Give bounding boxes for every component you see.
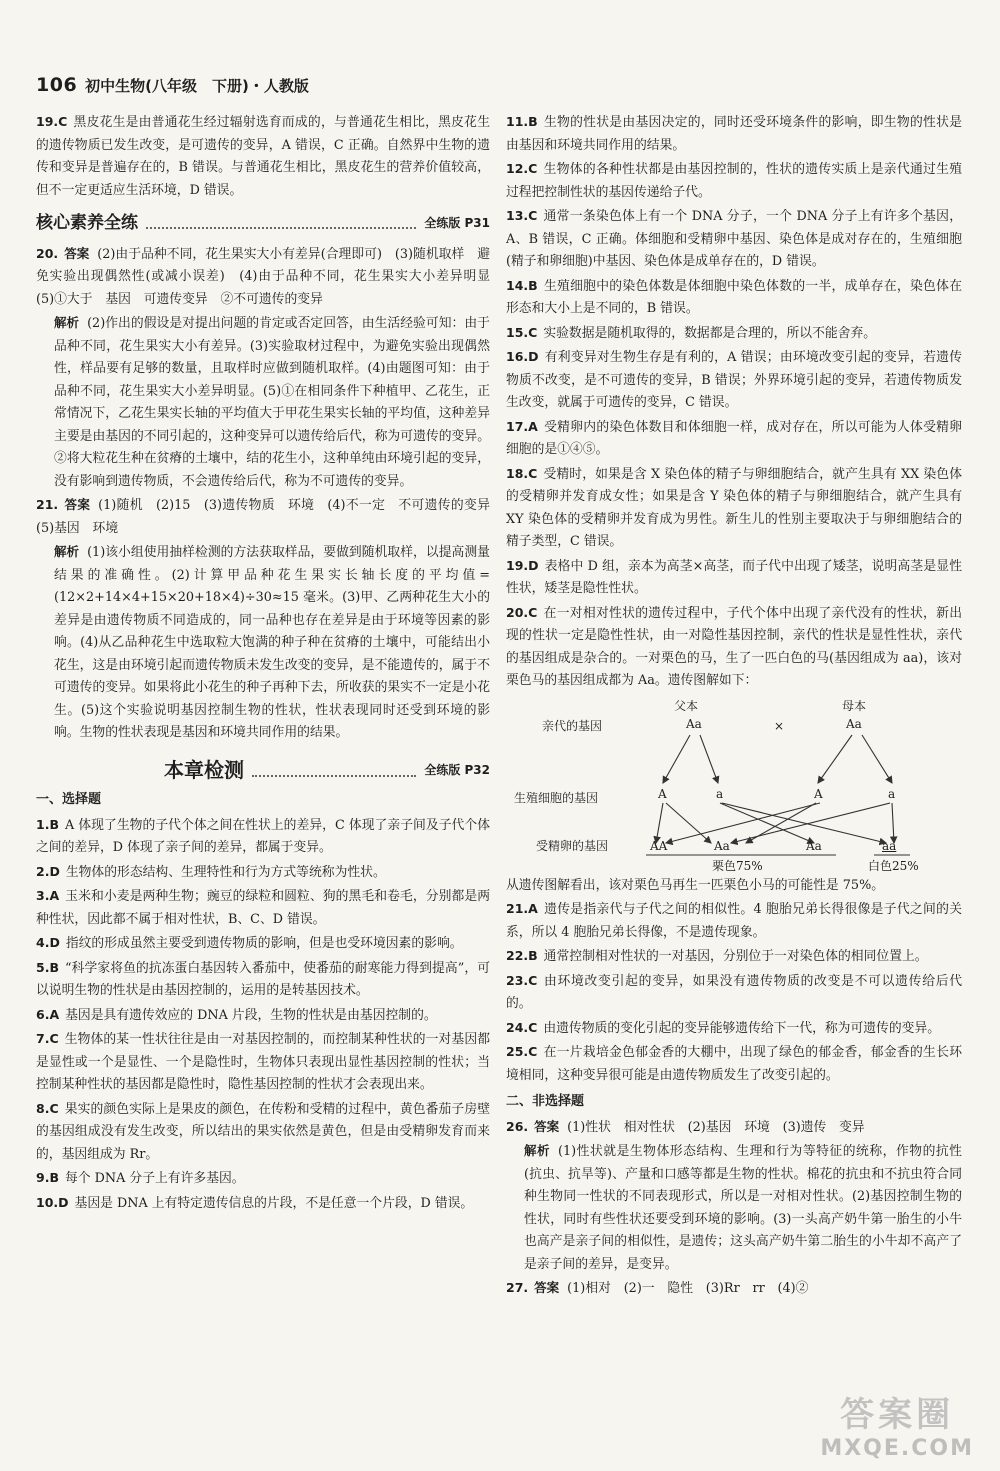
- item-number: 5.B: [36, 959, 59, 975]
- item-text: 指纹的形成虽然主要受到遗传物质的影响，但是也受环境因素的影响。: [65, 936, 463, 951]
- item-text: 由遗传物质的变化引起的变异能够遗传给下一代，称为可遗传的变异。: [543, 1020, 941, 1036]
- list-item: [36, 1004, 490, 1028]
- list-item: [506, 111, 962, 157]
- answer-tag: 答案: [534, 1118, 560, 1134]
- chapter-test-header: [36, 759, 490, 782]
- list-item: [36, 1167, 490, 1191]
- chestnut-ratio: 栗色75%: [712, 858, 763, 873]
- item-text: 遗传是指亲代与子代之间的相似性。4 胞胎兄弟长得很像是子代之间的关系，所以 4 胞胎兄弟长得像，不是遗传现象。: [506, 902, 962, 940]
- right-column: [506, 111, 962, 1302]
- line-father-A: [663, 735, 690, 783]
- list-item: [506, 322, 962, 346]
- left-column: [36, 111, 503, 1216]
- analysis-text: (1)性状就是生物体形态结构、生理和行为等特征的统称，作物的抗性(抗虫、抗旱等)、产量和口感等都是生物的性状。棉花的抗虫和不抗虫符合同种生物同一性状的不同表现形式，所以是一对相对性状。(2)基因控制生物的性状，同时有些性状还要受到环境的影响。(3)一头高产奶牛第一胎生的小牛也高产是亲子间的相似性，是遗传；这头高产奶牛第二胎生的小牛却不高产了是亲子间的差异，是变异。: [524, 1144, 962, 1272]
- item-text: 通常控制相对性状的一对基因，分别位于一对染色体的相同位置上。: [543, 949, 928, 964]
- analysis-tag: 解析: [524, 1143, 551, 1158]
- item-text: 黑皮花生是由普通花生经过辐射选育而成的，与普通花生相比，黑皮花生的遗传物质已发生改变，是可遗传的变异，A 错误，C 正确。自然界中生物的遗传和变异是普遍存在的，B 错误。与普通花生相比，黑皮花生的营养价值较高，但不一定更适应生活环境，D 错误。: [36, 115, 490, 198]
- list-item: [36, 1028, 490, 1097]
- item-number: 24.C: [506, 1019, 538, 1035]
- item-number: 18.C: [506, 465, 538, 481]
- list-item: [506, 275, 962, 321]
- father-label: 父本: [674, 698, 699, 713]
- answer-text: (1)相对 (2)一 隐性 (3)Rr rr (4)②: [567, 1281, 809, 1296]
- q26-answer: [506, 1116, 962, 1140]
- item-number: 15.C: [506, 324, 538, 340]
- watermark-line1: 答案圈: [840, 1395, 955, 1435]
- line-a-Aa: [720, 803, 814, 843]
- item-number: 21.A: [506, 901, 538, 916]
- right-answer-list-a: [506, 111, 962, 693]
- list-item: [506, 1017, 962, 1041]
- list-item: [36, 932, 490, 956]
- item-number: 17.A: [506, 418, 538, 434]
- item-number: 14.B: [506, 277, 538, 293]
- list-item: [36, 861, 490, 885]
- line-a-aa: [722, 803, 886, 843]
- item-number: 9.B: [36, 1170, 59, 1185]
- row-label-gamete: 生殖细胞的基因: [514, 790, 599, 805]
- list-item: [506, 602, 962, 693]
- item-text: 实验数据是随机取得的，数据都是合理的，所以不能舍弃。: [543, 325, 877, 341]
- item-number: 6.A: [36, 1006, 60, 1022]
- list-item: [506, 346, 962, 415]
- list-item: [36, 1098, 490, 1167]
- list-item: [506, 416, 962, 462]
- line-mother-A: [818, 735, 852, 783]
- zygote: aa: [882, 838, 897, 853]
- right-answer-list-b: [506, 898, 962, 1087]
- item-number: 19.C: [36, 114, 68, 129]
- white-ratio: 白色25%: [868, 858, 919, 873]
- item-number: 21.: [36, 497, 59, 512]
- item-text: 通常一条染色体上有一个 DNA 分子，一个 DNA 分子上有许多个基因，A、B 错误，C 正确。体细胞和受精卵中基因、染色体是成对存在的，生殖细胞(精子和卵细胞)中基因、染色体是成单存在的，D 错误。: [506, 209, 962, 269]
- mother-label: 母本: [842, 698, 867, 713]
- item-text: 每个 DNA 分子上有许多基因。: [64, 1171, 245, 1186]
- item-text: 受精时，如果是含 X 染色体的精子与卵细胞结合，就产生具有 XX 染色体的受精卵并发育成女性；如果是含 Y 染色体的精子与卵细胞结合，就产生具有 XY 染色体的受精卵并发育成为男性。新生儿的性别主要取决于与卵细胞结合的精子类型，C 错误。: [506, 466, 962, 549]
- father-gene: Aa: [686, 716, 702, 731]
- dotted-leader: [146, 217, 416, 229]
- genetic-cross-diagram: [506, 695, 962, 875]
- gamete: a: [888, 786, 896, 801]
- item-text: 玉米和小麦是两种生物；豌豆的绿粒和圆粒、狗的黑毛和卷毛，分别都是两种性状，因此都不属于相对性状，B、C、D 错误。: [36, 889, 490, 927]
- answer-tag: 答案: [64, 245, 90, 261]
- after-diagram-text: 从遗传图解看出，该对栗色马再生一匹栗色小马的可能性是 75%。: [506, 877, 885, 893]
- page-number: 106: [36, 74, 78, 96]
- item-text: 生物体的某一性状往往是由一对基因控制的，而控制某种性状的一对基因都是显性或一个是显性、一个是隐性时，生物体只表现出显性基因控制的性状；当控制某种性状的基因都是隐性时，隐性基因控制的性状才会表现出来。: [36, 1032, 490, 1092]
- section-ref: 全练版 P31: [424, 216, 490, 230]
- item-text: “科学家将鱼的抗冻蛋白基因转入番茄中，使番茄的耐寒能力得到提高”，可以说明生物的性状是由基因控制的，运用的是转基因技术。: [36, 960, 490, 998]
- list-item: [506, 1041, 962, 1087]
- item-text: 在一对相对性状的遗传过程中，子代个体中出现了亲代没有的性状，新出现的性状一定是隐性性状，由一对隐性基因控制，亲代的性状是显性性状，亲代的基因组成是杂合的。一对栗色的马，生了一匹白色的马(基因组成为 aa)，该对栗色马的基因组成都为 Aa。遗传图解如下：: [506, 605, 962, 688]
- item-text: 基因是具有遗传效应的 DNA 片段，生物的性状是由基因控制的。: [65, 1007, 437, 1023]
- list-item: [36, 957, 490, 1003]
- item-text: 生物的性状是由基因决定的，同时还受环境条件的影响，即生物的性状是由基因和环境共同作用的结果。: [506, 115, 962, 153]
- q27-answer: [506, 1277, 962, 1301]
- list-item: [506, 555, 962, 601]
- q20-analysis: [36, 312, 490, 493]
- item-number: 16.D: [506, 349, 539, 364]
- list-item: [506, 970, 962, 1016]
- item-text: 生物体的各种性状都是由基因控制的，性状的遗传实质上是亲代通过生殖过程把控制性状的基因传递给子代。: [506, 162, 962, 200]
- item-number: 11.B: [506, 114, 538, 129]
- dotted-leader: [252, 763, 416, 777]
- item-number: 25.C: [506, 1044, 538, 1059]
- list-item: [36, 814, 490, 860]
- list-item: [506, 945, 962, 969]
- item-number: 23.C: [506, 972, 538, 988]
- q21-answer: [36, 494, 503, 540]
- item-number: 19.D: [506, 557, 539, 573]
- part2-title: 二、非选择题: [506, 1094, 585, 1109]
- list-item: [36, 885, 490, 931]
- item-number: 20.C: [506, 604, 538, 620]
- item-text: 果实的颜色实际上是果皮的颜色，在传粉和受精的过程中，黄色番茄子房壁的基因组成没有发生改变，所以结出的果实依然是黄色，但是由受精卵发育而来的，基因组成为 Rr。: [36, 1101, 490, 1162]
- answer-text: (2)由于品种不同，花生果实大小有差异(合理即可) (3)随机取样 避免实验出现偶然性(或减小误差) (4)由于品种不同，花生果实大小差异明显 (5)①大于 基因 可遗传变异 ②不可遗传的变异: [36, 246, 503, 307]
- item-text: 有利变异对生物生存是有利的，A 错误；由环境改变引起的变异，若遗传物质不改变，是不可遗传的变异，B 错误；外界环境引起的变异，若遗传物质发生改变，就属于可遗传的变异，C 错误。: [506, 350, 962, 410]
- item-number: 27.: [506, 1280, 529, 1295]
- q21-analysis: [36, 541, 490, 745]
- list-item: [36, 1192, 490, 1216]
- zygote: Aa: [806, 838, 822, 853]
- answer-tag: 答案: [64, 497, 91, 512]
- item-number: 2.D: [36, 863, 60, 879]
- item-text: 基因是 DNA 上有特定遗传信息的片段，不是任意一个片段，D 错误。: [74, 1195, 474, 1211]
- gamete: a: [716, 786, 724, 801]
- item-text: 受精卵内的染色体数目和体细胞一样，成对存在，所以可能为人体受精卵细胞的是①④⑤。: [506, 419, 962, 457]
- analysis-tag: 解析: [54, 315, 80, 330]
- zygote: AA: [650, 838, 668, 853]
- row-label-zygote: 受精卵的基因: [536, 838, 609, 853]
- gamete: A: [658, 786, 667, 801]
- chapter-ref: 全练版 P32: [424, 762, 490, 777]
- section-title: 核心素养全练: [36, 213, 138, 233]
- item-number: 7.C: [36, 1031, 59, 1046]
- q20-answer: [36, 243, 503, 312]
- analysis-text: (1)该小组使用抽样检测的方法获取样品，要做到随机取样，以提高测量结果的准确性。(2)计算甲品种花生果实长轴长度的平均值=(12×2+14×4+15×20+18×4)÷30≈15 毫米。(3)甲、乙两种花生大小的差异是由遗传物质不同造成的，同一品种也存在差异是由于环境等因素的影响。(4)从乙品种花生中选取粒大饱满的种子种在贫瘠的土壤中，可能结出小花生，这是由环境引起而遗传物质未发生改变的变异，是不能遗传的，属于不可遗传的变异。如果将此小花生的种子再种下去，所收获的果实不一定是小花生。(5)这个实验说明基因控制生物的性状，性状表现同时还受到环境的影响。生物的性状表现是基因和环境共同作用的结果。: [54, 545, 490, 740]
- list-item: [506, 463, 962, 554]
- line-father-a: [700, 735, 718, 783]
- mother-gene: Aa: [846, 716, 862, 731]
- watermark-line2: MXQE.COM: [820, 1436, 974, 1461]
- item-number: 4.D: [36, 935, 60, 950]
- item-text: 生物体的形态结构、生理特性和行为方式等统称为性状。: [65, 864, 386, 880]
- item-number: 12.C: [506, 161, 538, 176]
- gamete: A: [814, 786, 823, 801]
- section-core-literacy: [36, 212, 490, 235]
- q19-item: [36, 111, 490, 202]
- answer-text: (1)性状 相对性状 (2)基因 环境 (3)遗传 变异: [567, 1119, 865, 1135]
- cross-symbol: ×: [774, 718, 785, 733]
- item-number: 3.A: [36, 888, 60, 903]
- list-item: [506, 898, 962, 944]
- item-number: 26.: [506, 1118, 529, 1134]
- part1-title: 一、选择题: [36, 792, 102, 807]
- item-number: 13.C: [506, 208, 538, 223]
- item-number: 8.C: [36, 1100, 59, 1116]
- analysis-text: (2)作出的假设是对提出问题的肯定或否定回答，由生活经验可知：由于品种不同，花生果实大小有差异。(3)实验取材过程中，为避免实验出现偶然性，样品要有足够的数量，且取样时应做到随机取样。(4)由题图可知：由于品种不同，花生果实大小差异明显。(5)①在相同条件下种植甲、乙花生，正常情况下，乙花生果实长轴的平均值大于甲花生果实长轴的平均值，这种差异主要是由基因的不同引起的，这种变异可以遗传给后代，称为可遗传的变异。②将大粒花生种在贫瘠的土壤中，结的花生小，这种单纯由环境引起的变异，没有影响到遗传物质，不会遗传给后代，称为不可遗传的变异。: [54, 316, 490, 489]
- list-item: [506, 205, 962, 274]
- zygote: Aa: [714, 838, 730, 853]
- item-number: 20.: [36, 245, 59, 261]
- item-text: 表格中 D 组，亲本为高茎×高茎，而子代中出现了矮茎，说明高茎是显性性状，矮茎是隐性性状。: [506, 558, 962, 596]
- item-number: 22.B: [506, 948, 538, 963]
- answer-text: (1)随机 (2)15 (3)遗传物质 环境 (4)不一定 不可遗传的变异 (5)基因 环境: [36, 498, 503, 536]
- item-text: 生殖细胞中的染色体数是体细胞中染色体数的一半，成单存在，染色体在形态和大小上是不同的，B 错误。: [506, 278, 962, 316]
- q26-analysis: [506, 1140, 962, 1276]
- answer-tag: 答案: [534, 1280, 560, 1295]
- item-text: 在一片栽培金色郁金香的大棚中，出现了绿色的郁金香，郁金香的生长环境相同，这种变异很可能是由遗传物质发生了改变引起的。: [506, 1045, 962, 1083]
- line-mother-a: [862, 735, 892, 783]
- item-text: 由环境改变引起的变异，如果没有遗传物质的改变是不可以遗传给后代的。: [506, 973, 962, 1011]
- book-title: 初中生物(八年级 下册)・人教版: [85, 76, 309, 95]
- analysis-tag: 解析: [54, 544, 80, 559]
- item-number: 10.D: [36, 1194, 69, 1210]
- list-item: [506, 158, 962, 204]
- item-text: A 体现了生物的子代个体之间在性状上的差异，C 体现了亲子间及子代个体之间的差异，D 体现了亲子间的差异，都属于变异。: [36, 817, 490, 855]
- row-label-parent: 亲代的基因: [542, 718, 603, 733]
- watermark-logo: [820, 1387, 974, 1461]
- chapter-title: 本章检测: [164, 757, 244, 782]
- item-number: 1.B: [36, 816, 59, 832]
- left-answer-list: [36, 814, 490, 1216]
- page-header: [36, 70, 309, 100]
